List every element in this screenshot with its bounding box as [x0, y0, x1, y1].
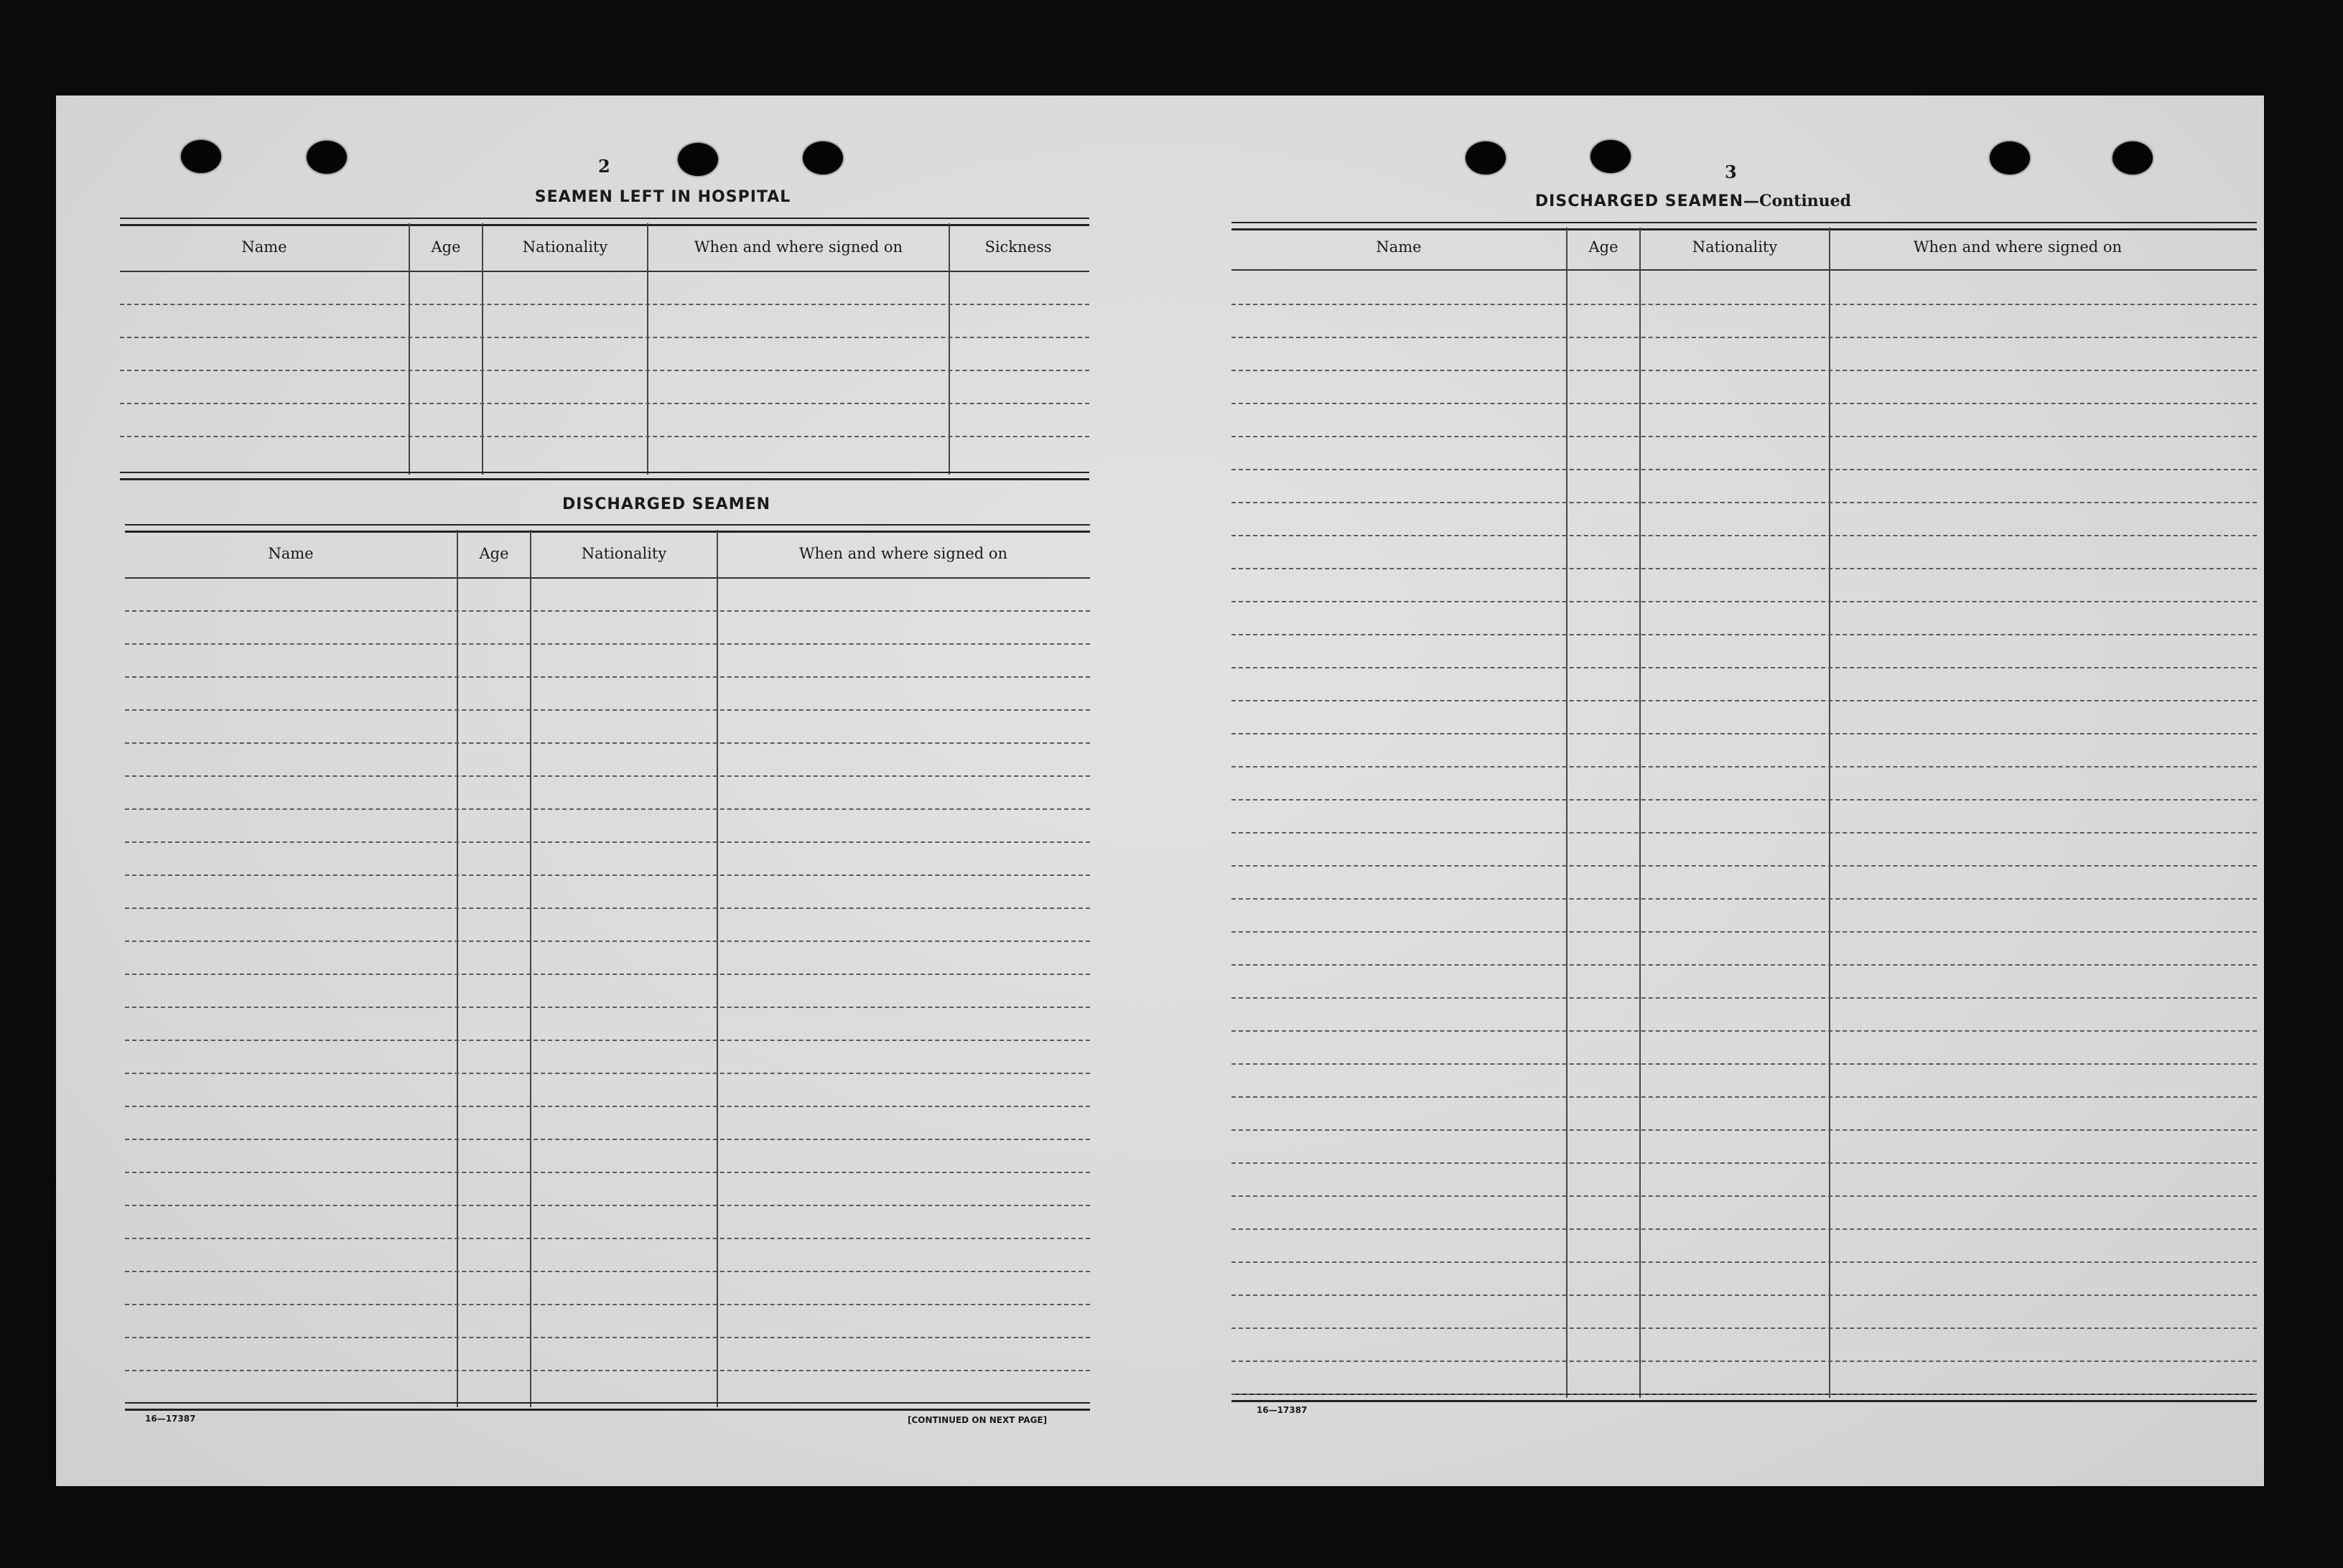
row-line	[1231, 1063, 2257, 1065]
row-line	[1231, 898, 2257, 900]
punch-hole	[803, 141, 843, 174]
row-line	[125, 1370, 1090, 1371]
row-line	[125, 1271, 1090, 1272]
row-line	[1231, 1394, 2257, 1395]
row-line	[1231, 964, 2257, 966]
row-line	[1231, 1162, 2257, 1164]
header-bottom-rule	[125, 577, 1090, 579]
column-header-nationality: Nationality	[522, 238, 608, 256]
row-line	[1231, 1030, 2257, 1032]
row-line	[125, 1139, 1090, 1140]
table-bottom-rule	[125, 1402, 1090, 1411]
column-header-age: Age	[479, 545, 509, 562]
punch-hole	[1466, 141, 1506, 174]
page-number-left: 2	[598, 156, 610, 177]
punch-hole	[307, 141, 347, 174]
row-line	[120, 436, 1089, 437]
column-header-age: Age	[431, 238, 461, 256]
row-line	[125, 1106, 1090, 1107]
form-code-right: 16—17387	[1257, 1405, 1308, 1415]
column-header-nationality: Nationality	[1692, 238, 1778, 256]
form-code-left: 16—17387	[145, 1414, 196, 1424]
header-bottom-rule	[1231, 269, 2257, 271]
header-bottom-rule	[120, 271, 1089, 272]
column-header-sickness: Sickness	[984, 238, 1052, 256]
row-line	[125, 1304, 1090, 1305]
row-line	[1231, 436, 2257, 437]
discharged-title-main: DISCHARGED SEAMEN	[1534, 192, 1743, 210]
discharged-continued-title	[1234, 192, 2153, 210]
row-line	[125, 1205, 1090, 1206]
row-line	[125, 907, 1090, 909]
row-line	[125, 808, 1090, 810]
punch-hole	[2113, 141, 2153, 174]
row-line	[1231, 634, 2257, 635]
row-line	[1231, 568, 2257, 569]
form-sheet	[56, 95, 2264, 1486]
row-line	[125, 1238, 1090, 1239]
column-header-nationality: Nationality	[581, 545, 667, 562]
row-line	[125, 974, 1090, 975]
row-line	[125, 841, 1090, 843]
column-header-signed-on: When and where signed on	[798, 545, 1008, 562]
row-line	[1231, 1327, 2257, 1329]
row-line	[125, 610, 1090, 612]
column-header-name: Name	[241, 238, 287, 256]
row-line	[1231, 667, 2257, 668]
row-line	[1231, 832, 2257, 834]
column-header-signed-on: When and where signed on	[1913, 238, 2123, 256]
row-line	[1231, 700, 2257, 701]
continued-note: [CONTINUED ON NEXT PAGE]	[908, 1415, 1048, 1425]
row-line	[1231, 865, 2257, 867]
row-line	[125, 1007, 1090, 1008]
column-divider	[530, 530, 531, 1407]
punch-hole	[678, 143, 718, 176]
continued-suffix: —Continued	[1743, 192, 1852, 210]
column-header-name: Name	[268, 545, 314, 562]
discharged-section-title: DISCHARGED SEAMEN	[562, 495, 771, 513]
row-line	[125, 709, 1090, 711]
discharged-table-left	[125, 524, 1090, 1407]
page-number-right: 3	[1725, 162, 1737, 182]
row-line	[125, 874, 1090, 876]
row-line	[125, 676, 1090, 678]
row-line	[1231, 733, 2257, 734]
row-line	[1231, 337, 2257, 338]
row-line	[125, 941, 1090, 942]
row-line	[125, 742, 1090, 744]
column-header-name: Name	[1376, 238, 1422, 256]
row-line	[125, 1337, 1090, 1338]
table-bottom-rule	[120, 472, 1089, 480]
column-header-signed-on: When and where signed on	[694, 238, 903, 256]
row-line	[1231, 403, 2257, 404]
table-top-rule	[120, 218, 1089, 226]
row-line	[125, 775, 1090, 777]
row-line	[1231, 1294, 2257, 1296]
punch-hole	[1590, 140, 1631, 173]
row-line	[125, 643, 1090, 645]
row-line	[1231, 304, 2257, 305]
row-line	[1231, 370, 2257, 371]
column-header-age: Age	[1588, 238, 1618, 256]
row-line	[125, 1040, 1090, 1041]
row-line	[1231, 1261, 2257, 1263]
row-line	[120, 403, 1089, 404]
discharged-table-right	[1231, 222, 2257, 1399]
row-line	[1231, 1228, 2257, 1230]
row-line	[1231, 1096, 2257, 1098]
hospital-section-title: SEAMEN LEFT IN HOSPITAL	[534, 188, 791, 206]
row-line	[1231, 799, 2257, 801]
row-line	[120, 370, 1089, 371]
punch-hole	[1990, 141, 2030, 174]
table-top-rule	[125, 524, 1090, 533]
row-line	[1231, 1129, 2257, 1131]
row-line	[1231, 1195, 2257, 1197]
column-divider	[717, 530, 718, 1407]
row-line	[1231, 1361, 2257, 1362]
column-divider	[457, 530, 458, 1407]
row-line	[1231, 469, 2257, 470]
row-line	[1231, 766, 2257, 767]
row-line	[1231, 931, 2257, 933]
row-line	[120, 304, 1089, 305]
punch-hole	[181, 140, 221, 173]
row-line	[1231, 601, 2257, 602]
row-line	[1231, 535, 2257, 536]
row-line	[1231, 997, 2257, 999]
row-line	[120, 337, 1089, 338]
row-line	[125, 1073, 1090, 1074]
row-line	[1231, 502, 2257, 503]
row-line	[125, 1172, 1090, 1173]
hospital-table	[120, 218, 1089, 577]
